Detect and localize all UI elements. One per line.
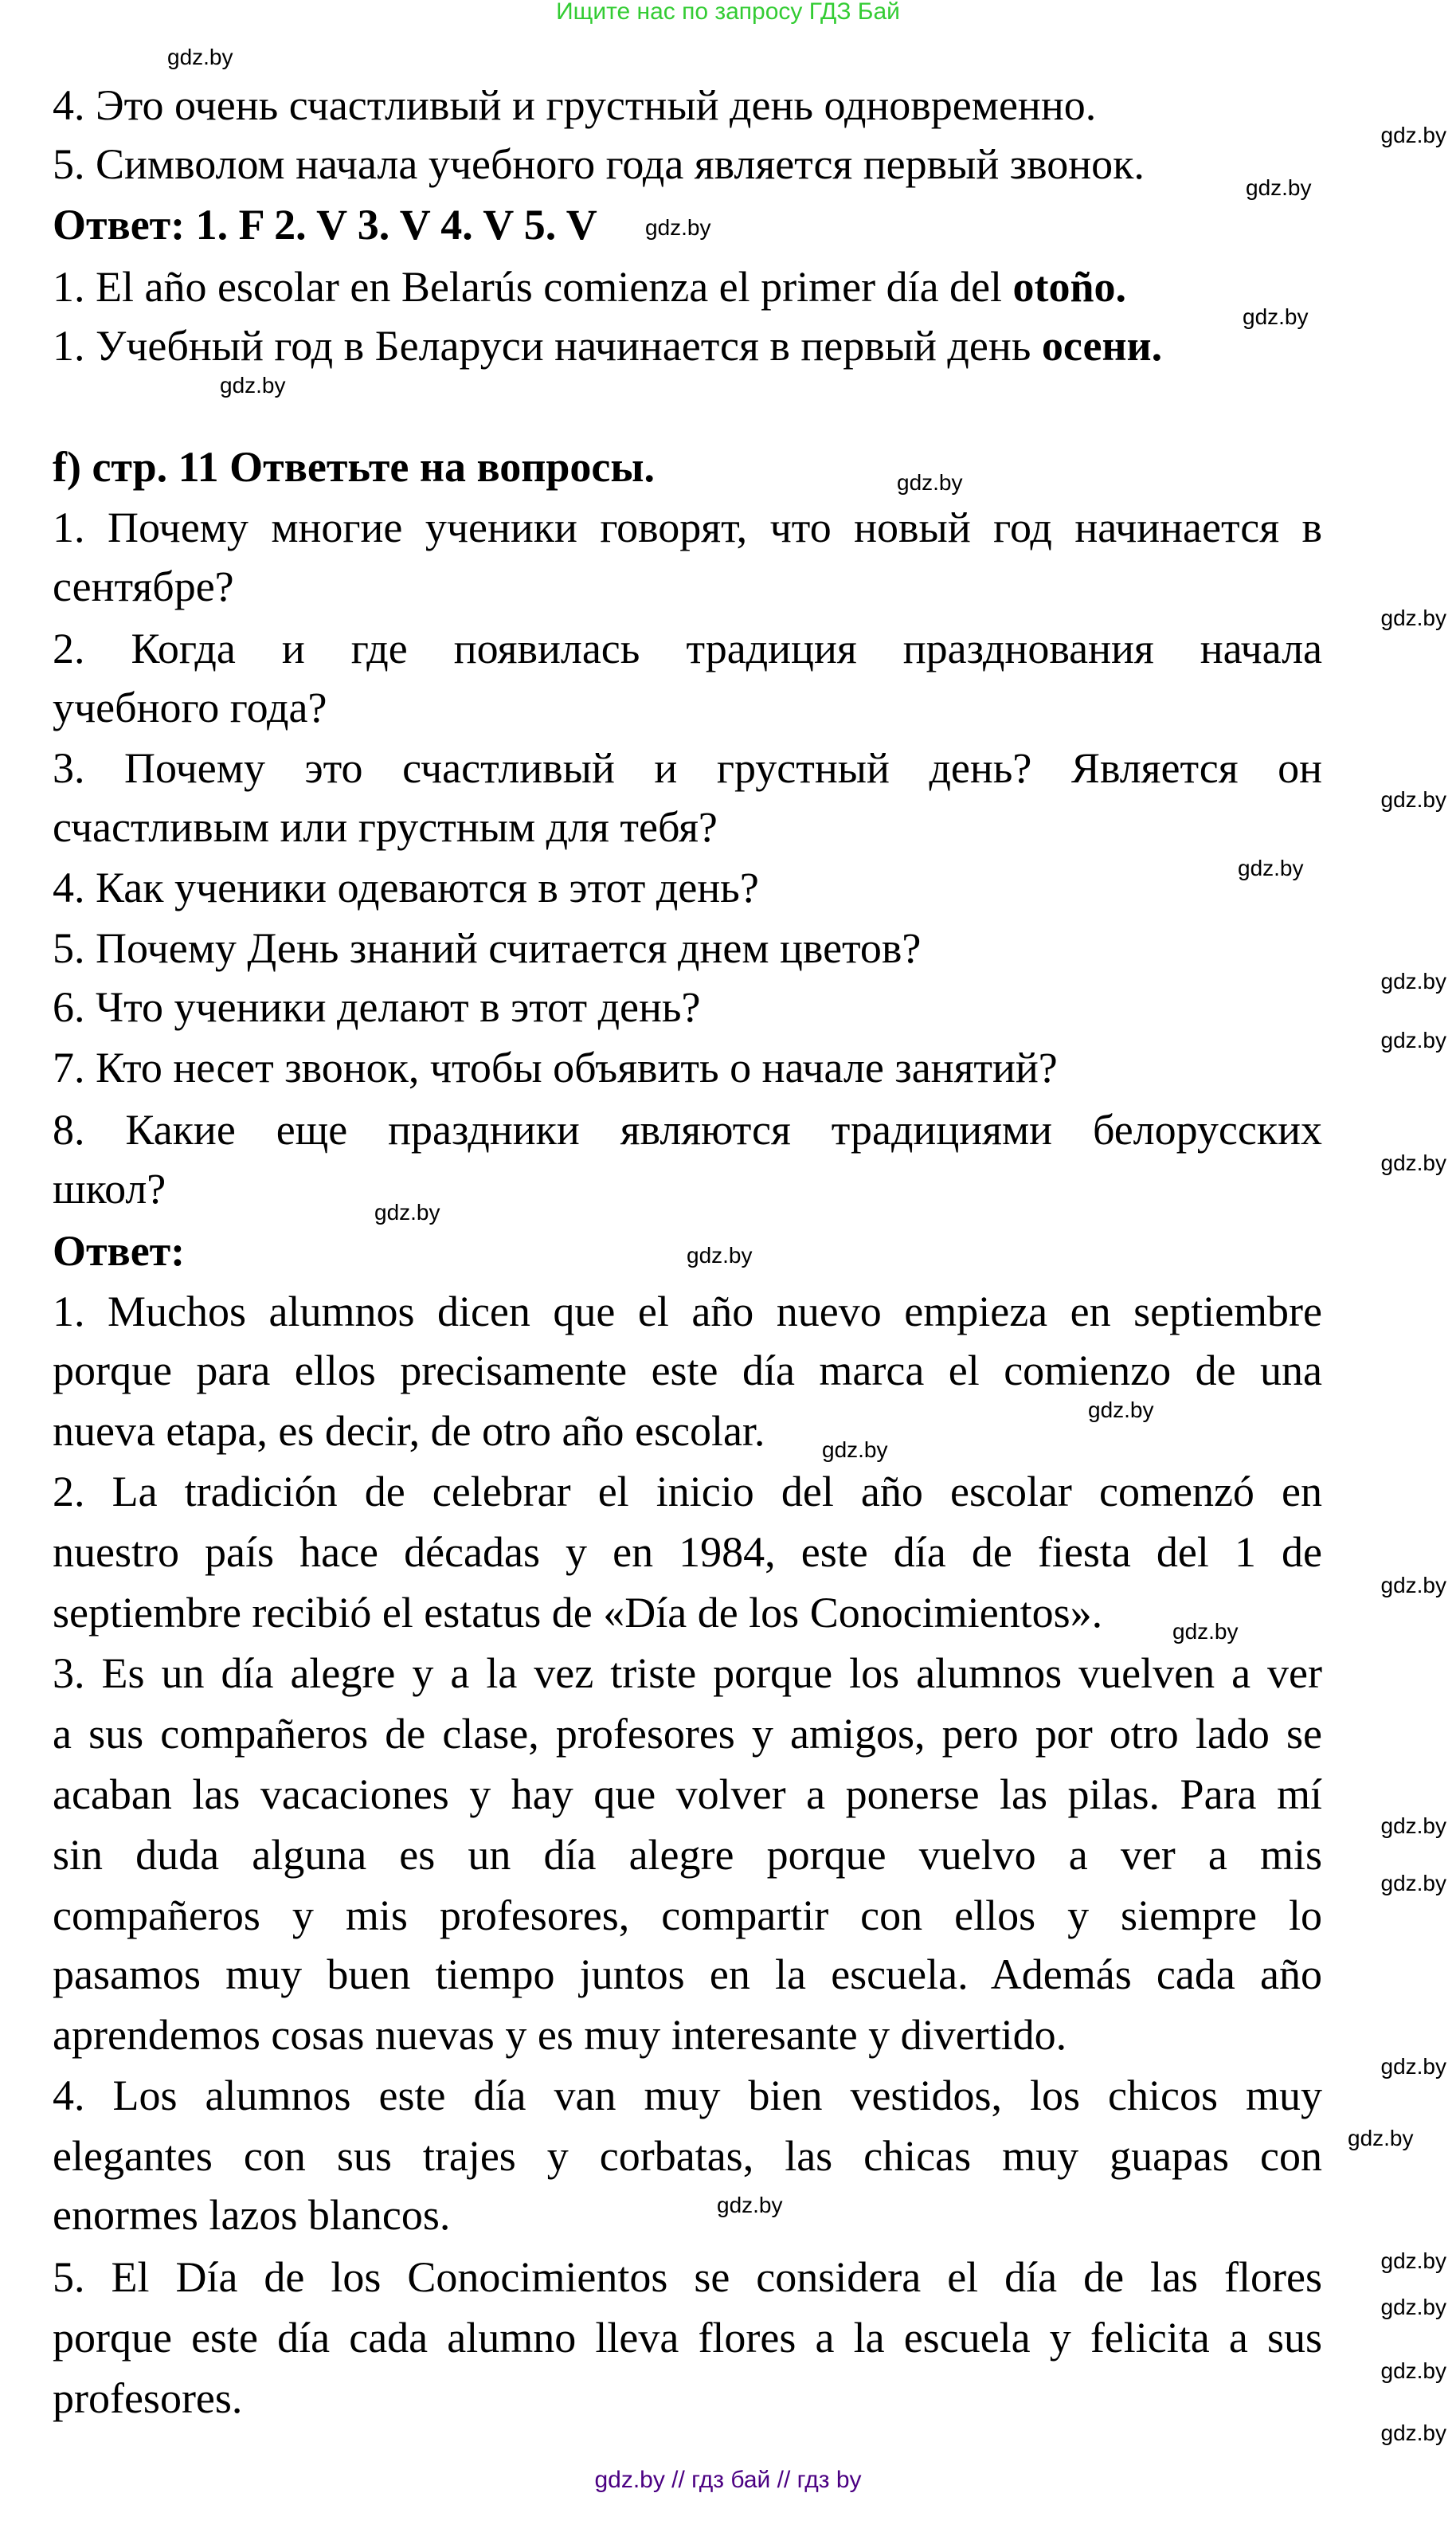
line-text: nuestro país hace décadas y en 1984, este día de fiesta del 1 de — [53, 1528, 1322, 1576]
text-line — [53, 502, 1322, 553]
watermark-text: gdz.by — [1172, 1619, 1239, 1644]
line-text: sin duda alguna es un día alegre porque vuelvo a ver a mis — [53, 1831, 1322, 1879]
text-line — [53, 1890, 1322, 1941]
text-line — [53, 1042, 1322, 1093]
watermark-text: gdz.by — [1088, 1397, 1154, 1422]
watermark-text: gdz.by — [1348, 2126, 1414, 2150]
line-text: Ответ: — [53, 1227, 186, 1275]
watermark-text: gdz.by — [1380, 123, 1446, 147]
watermark-text: gdz.by — [1246, 175, 1312, 200]
watermark-text: gdz.by — [1243, 304, 1309, 329]
text-line — [53, 1163, 1322, 1214]
text-line — [53, 2009, 1322, 2060]
line-text: 8. Какие еще праздники являются традициями белорусских — [53, 1106, 1322, 1154]
line-text: 7. Кто несет звонок, чтобы объявить о начале занятий? — [53, 1044, 1058, 1092]
line-text: 4. Los alumnos este día van muy bien vestidos, los chicos muy — [53, 2072, 1322, 2119]
text-line — [53, 982, 1322, 1033]
text-line — [53, 1708, 1322, 1759]
search-banner[interactable]: Ищите нас по запросу ГДЗ Бай — [556, 0, 900, 25]
line-text: nueva etapa, es decir, de otro año escolar. — [53, 1407, 765, 1455]
text-line — [53, 561, 1322, 612]
bold-answer-word: otoño. — [1012, 263, 1127, 311]
text-line — [53, 1769, 1322, 1820]
text-line — [53, 1949, 1322, 2000]
text-line — [53, 2189, 1322, 2240]
line-text: acaban las vacaciones y hay que volver a ponerse las pilas. Para mí — [53, 1770, 1322, 1818]
line-text: elegantes con sus trajes y corbatas, las chicas muy guapas con — [53, 2132, 1322, 2180]
line-text: profesores. — [53, 2374, 243, 2422]
watermark-text: gdz.by — [1380, 2054, 1446, 2079]
text-line — [53, 802, 1322, 853]
watermark-text: gdz.by — [1380, 2358, 1446, 2383]
line-text: porque este día cada alumno lleva flores a la escuela y felicita a sus — [53, 2314, 1322, 2362]
line-text: сентябре? — [53, 563, 234, 610]
text-line — [53, 862, 1322, 913]
bold-answer-word: осени. — [1041, 322, 1163, 370]
text-line — [53, 1345, 1322, 1396]
line-text: 1. Почему многие ученики говорят, что новый год начинается в — [53, 504, 1322, 551]
watermark-text: gdz.by — [1380, 1150, 1446, 1175]
line-text: счастливым или грустным для тебя? — [53, 803, 718, 851]
line-text: 3. Es un día alegre y a la vez triste porque los alumnos vuelven a ver — [53, 1649, 1322, 1697]
line-text: f) стр. 11 Ответьте на вопросы. — [53, 443, 656, 491]
watermark-text: gdz.by — [1380, 1813, 1446, 1838]
text-line — [53, 682, 1322, 733]
line-text: Ответ: 1. F 2. V 3. V 4. V 5. V — [53, 201, 597, 249]
line-text: 1. El año escolar en Belarús comienza el primer día del — [53, 263, 1013, 311]
line-text: 6. Что ученики делают в этот день? — [53, 983, 701, 1031]
line-text: compañeros y mis profesores, compartir con ellos y siempre lo — [53, 1891, 1322, 1939]
watermark-text: gdz.by — [1380, 2295, 1446, 2319]
text-line — [53, 2252, 1322, 2303]
line-text: 5. Почему День знаний считается днем цветов? — [53, 924, 922, 972]
text-line — [53, 923, 1322, 974]
watermark-text: gdz.by — [1380, 606, 1446, 630]
text-line — [53, 80, 1322, 131]
watermark-text: gdz.by — [1380, 1028, 1446, 1052]
text-line — [53, 1466, 1322, 1517]
watermark-text: gdz.by — [717, 2193, 783, 2217]
watermark-text: gdz.by — [1380, 1573, 1446, 1597]
text-line — [53, 2070, 1322, 2121]
text-line — [53, 1527, 1322, 1578]
line-text: 2. La tradición de celebrar el inicio del año escolar comenzó en — [53, 1468, 1322, 1515]
line-text: учебного года? — [53, 684, 327, 731]
line-text: aprendemos cosas nuevas y es muy interesante y divertido. — [53, 2011, 1067, 2059]
watermark-text: gdz.by — [1380, 969, 1446, 994]
text-line — [53, 1104, 1322, 1155]
text-line — [53, 1587, 1322, 1638]
text-line — [53, 2373, 1322, 2424]
watermark-text: gdz.by — [1380, 2248, 1446, 2273]
line-text: 4. Как ученики одеваются в этот день? — [53, 864, 759, 911]
watermark-text: gdz.by — [687, 1243, 753, 1268]
line-text: 1. Muchos alumnos dicen que el año nuevo empieza en septiembre — [53, 1288, 1322, 1335]
watermark-text: gdz.by — [167, 45, 233, 69]
watermark-text: gdz.by — [1380, 2421, 1446, 2445]
text-line — [53, 441, 1322, 492]
text-line — [53, 1286, 1322, 1337]
watermark-text: gdz.by — [1380, 787, 1446, 812]
watermark-text: gdz.by — [220, 373, 286, 398]
line-text: pasamos muy buen tiempo juntos en la escuela. Además cada año — [53, 1950, 1322, 1998]
text-line — [53, 139, 1322, 190]
text-line — [53, 2130, 1322, 2181]
watermark-text: gdz.by — [374, 1200, 440, 1225]
line-text: enormes lazos blancos. — [53, 2191, 451, 2239]
watermark-text: gdz.by — [1238, 856, 1304, 880]
line-text: школ? — [53, 1165, 166, 1213]
text-line — [53, 2312, 1322, 2363]
watermark-text: gdz.by — [897, 470, 963, 495]
line-text: a sus compañeros de clase, profesores y amigos, pero por otro lado se — [53, 1710, 1322, 1758]
line-text: 5. El Día de los Conocimientos se considera el día de las flores — [53, 2253, 1322, 2301]
line-text: 4. Это очень счастливый и грустный день одновременно. — [53, 81, 1097, 129]
line-text: 5. Символом начала учебного года является первый звонок. — [53, 140, 1145, 188]
text-line — [53, 1829, 1322, 1880]
footer-links[interactable]: gdz.by // гдз бай // гдз by — [594, 2467, 862, 2493]
line-text: 3. Почему это счастливый и грустный день? Является он — [53, 744, 1322, 792]
line-text: 1. Учебный год в Беларуси начинается в первый день — [53, 322, 1042, 370]
watermark-text: gdz.by — [1380, 1871, 1446, 1895]
text-line — [53, 261, 1322, 312]
watermark-text: gdz.by — [822, 1437, 888, 1462]
text-line — [53, 1648, 1322, 1699]
text-line — [53, 623, 1322, 674]
watermark-text: gdz.by — [645, 215, 711, 240]
line-text: 2. Когда и где появилась традиция празднования начала — [53, 625, 1322, 672]
line-text: septiembre recibió el estatus de «Día de los Conocimientos». — [53, 1589, 1103, 1637]
text-line — [53, 320, 1322, 371]
text-line — [53, 743, 1322, 794]
line-text: porque para ellos precisamente este día marca el comienzo de una — [53, 1346, 1322, 1394]
